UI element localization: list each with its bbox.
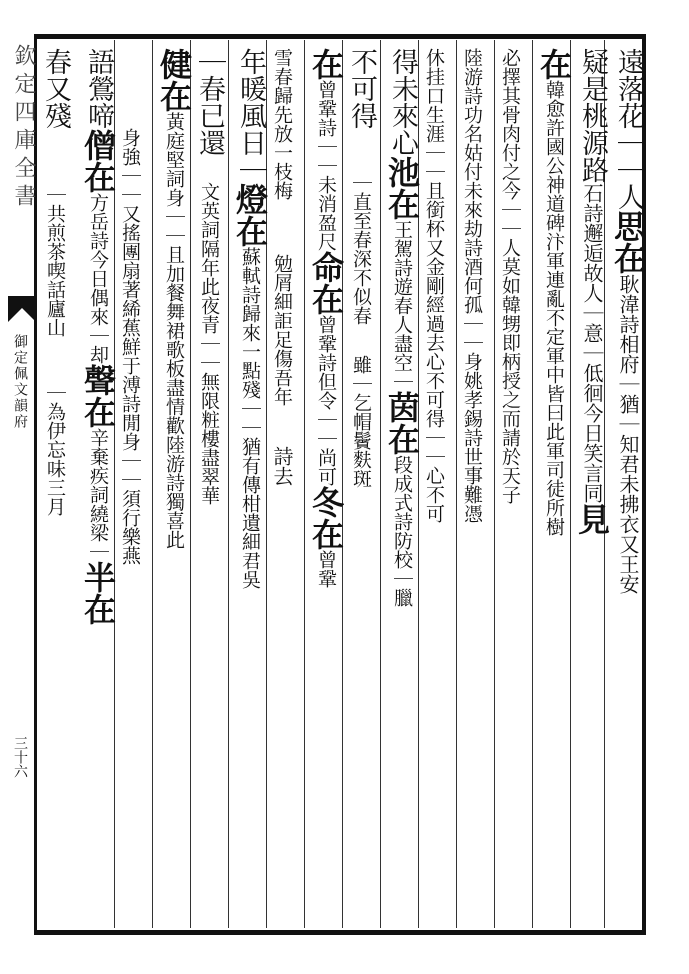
- text-run: 韓愈許國公神道碑汴軍連亂不定軍中皆曰此軍司徒所樹: [543, 80, 565, 536]
- text-column-8: [348, 48, 375, 488]
- headword: 僧在: [79, 129, 117, 193]
- column-divider: [190, 40, 191, 928]
- text-run: 辛棄疾詞繞梁｜: [87, 428, 109, 561]
- text-run: 雖｜乞帽鬢麩斑: [350, 355, 372, 488]
- text-run: 陸游詩功名姑付未來劫詩酒何孤｜｜身姚孝錫詩世事難憑: [461, 48, 483, 523]
- headword: 半在: [79, 561, 117, 625]
- text-run: 詩去: [270, 446, 294, 486]
- bottom-border: [34, 930, 646, 935]
- margin-book-title: 欽定四庫全書: [11, 44, 36, 212]
- text-column-4: [500, 48, 519, 504]
- text-run: 年暖風日｜: [235, 48, 266, 183]
- headword: 茵在: [383, 391, 421, 455]
- text-column-2: [573, 48, 611, 535]
- headword: 見: [573, 503, 611, 535]
- text-column-3: [535, 48, 573, 536]
- text-run: 段成式詩防校｜臘: [391, 455, 413, 607]
- column-divider: [532, 40, 533, 928]
- fish-tail-mark-icon: [8, 296, 36, 322]
- column-divider: [304, 40, 305, 928]
- text-column-13: [155, 48, 193, 549]
- column-divider: [342, 40, 343, 928]
- text-run: 曾鞏詩但令｜｜尚可: [315, 315, 337, 486]
- text-run: 疑是桃源路: [577, 48, 608, 183]
- text-column-7: [383, 48, 421, 607]
- page-number: 三十六: [12, 736, 28, 778]
- text-run: 文英詞隔年此夜青｜｜無限粧樓盡翠華: [198, 182, 220, 505]
- headword: 冬在: [307, 486, 345, 550]
- text-run: 勉屑細詎足傷吾年: [271, 254, 293, 406]
- text-run: 遠落花｜｜人: [613, 48, 644, 210]
- text-run: 方岳詩今日偶來｜却: [87, 193, 109, 364]
- column-divider: [570, 40, 571, 928]
- text-run: 黃庭堅詞身｜｜且加餐舞裙歌板盡情歡陸游詩獨喜此: [163, 112, 185, 549]
- headword: 健在: [155, 48, 193, 112]
- text-run: 春又殘: [40, 48, 71, 129]
- text-run: 身強｜｜又搖團扇著絺蕉鮮于溥詩閒身｜｜須行樂燕: [119, 128, 141, 565]
- headword: 池在: [383, 156, 421, 220]
- headword: 命在: [307, 251, 345, 315]
- text-run: 石詩邂逅故人｜意｜低徊今日笑言同: [580, 183, 604, 503]
- text-run: ｜為伊忘味三月: [44, 383, 66, 516]
- column-divider: [152, 40, 153, 928]
- column-divider: [266, 40, 267, 928]
- text-run: 必擇其骨肉付之今｜｜人莫如韓甥即柄授之而請於天子: [499, 48, 521, 504]
- text-run: 語鶯啼: [83, 48, 114, 129]
- text-run: 耿湋詩相府｜猶｜知君未拂衣又王安: [616, 274, 640, 594]
- text-run: 不可得: [346, 48, 377, 129]
- text-column-10: [272, 48, 292, 486]
- text-run: 休挂口生涯｜｜且銜杯又金剛經過去心不可得｜｜心不可: [423, 48, 445, 523]
- text-run: 雪春歸先放一枝梅: [271, 48, 293, 200]
- text-run: 曾鞏: [315, 550, 337, 588]
- text-run: 王駕詩遊春人盡空｜: [391, 220, 413, 391]
- text-run: 蘇軾詩歸來一點殘｜｜猶有傳柑遺細君吳: [239, 247, 261, 589]
- headword: 聲在: [79, 364, 117, 428]
- text-run: ｜共煎茶喫話廬山: [44, 185, 66, 337]
- column-divider: [228, 40, 229, 928]
- top-border: [34, 34, 646, 39]
- text-column-14: [120, 48, 139, 565]
- headword: 思在: [609, 210, 647, 274]
- text-column-15: [79, 48, 117, 625]
- text-column-16-visible: [42, 48, 69, 516]
- text-column-9: [307, 48, 345, 588]
- text-run: 曾鞏詩｜｜未消盈尺: [315, 80, 337, 251]
- text-column-1: [609, 48, 647, 594]
- column-divider: [380, 40, 381, 928]
- column-divider: [494, 40, 495, 928]
- headword: 在: [535, 48, 573, 80]
- text-column-11: [231, 48, 269, 589]
- text-run: ｜直至春深不似春: [350, 173, 372, 325]
- text-run: 得未來心: [387, 48, 418, 156]
- headword: 在: [307, 48, 345, 80]
- text-column-5: [462, 48, 481, 523]
- text-run: ｜春已還: [194, 48, 225, 156]
- headword: 燈在: [231, 183, 269, 247]
- column-divider: [456, 40, 457, 928]
- text-column-12: [196, 48, 223, 505]
- margin-work-title: 御定佩文韻府: [12, 334, 28, 430]
- text-column-6: [424, 48, 443, 523]
